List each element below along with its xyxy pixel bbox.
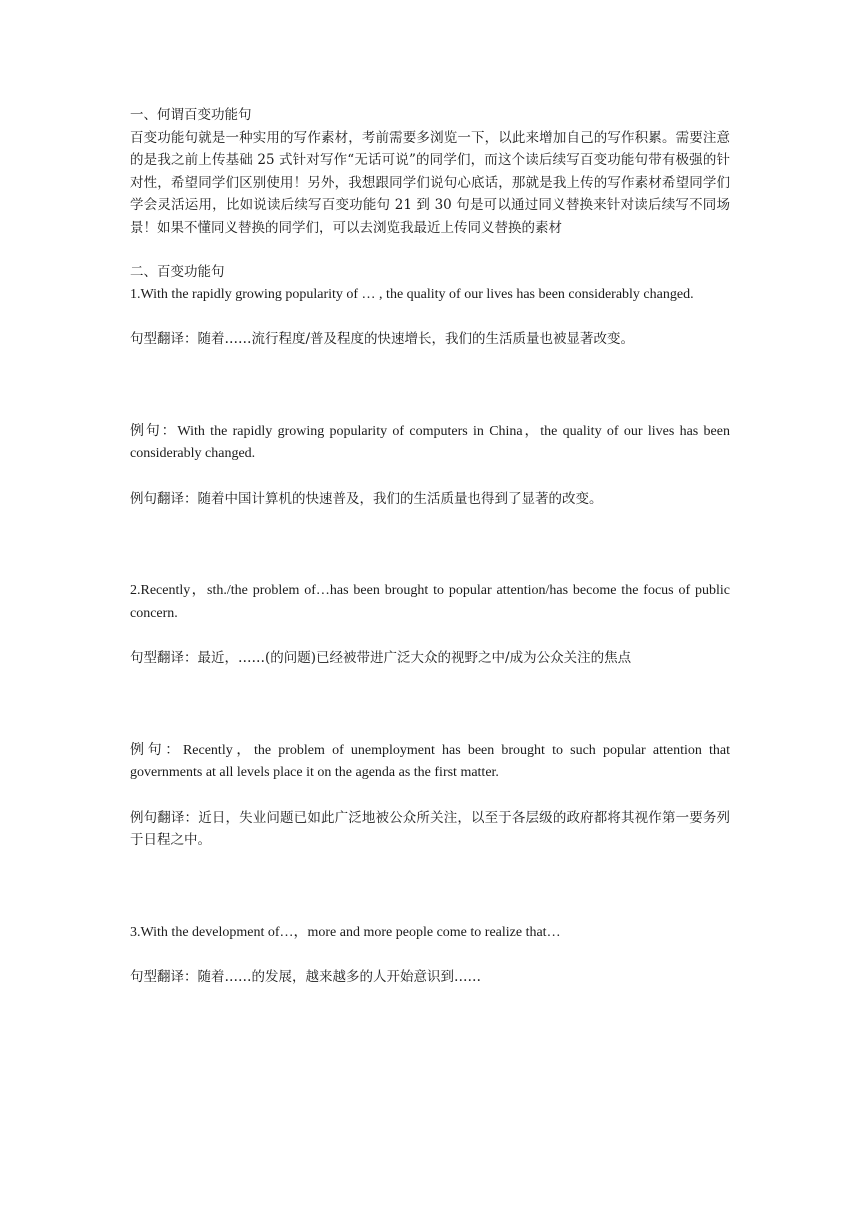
item3-pattern: 3.With the development of…，more and more people come to realize that… <box>130 924 561 940</box>
item2-example: 例句：Recently，the problem of unemployment has been brought to such popular attention that governments at all levels place it on the agenda as the first matter. <box>130 742 730 780</box>
item3-pattern-translation: 句型翻译：随着……的发展，越来越多的人开始意识到…… <box>130 969 481 985</box>
item2-pattern-translation: 句型翻译：最近，……(的问题)已经被带进广泛大众的视野之中/成为公众关注的焦点 <box>130 650 632 666</box>
item1-example: 例句：With the rapidly growing popularity of computers in China，the quality of our lives has been considerably changed. <box>130 423 730 461</box>
section1-paragraph: 百变功能句就是一种实用的写作素材，考前需要多浏览一下，以此来增加自己的写作积累。需要注意的是我之前上传基础 25 式针对写作“无话可说”的同学们，而这个读后续写百变功能句带有极强的针对性，希望同学们区别使用！另外，我想跟同学们说句心底话，那就是我上传的写作素材希望同学们学会灵活运用，比如说读后续写百变功能句 21 到 30 句是可以通过同义替换来针对读后续写不同场景！如果不懂同义替换的同学们，可以去浏览我最近上传同义替换的素材 <box>130 129 730 236</box>
document-page <box>130 104 730 989</box>
item2-pattern: 2.Recently，sth./the problem of…has been brought to popular attention/has become the focus of public concern. <box>130 583 730 621</box>
item2-example-translation: 例句翻译：近日，失业问题已如此广泛地被公众所关注，以至于各层级的政府都将其视作第一要务列于日程之中。 <box>130 809 730 848</box>
item1-pattern: 1.With the rapidly growing popularity of … , the quality of our lives has been considerably changed. <box>130 286 694 302</box>
item1-example-translation: 例句翻译：随着中国计算机的快速普及，我们的生活质量也得到了显著的改变。 <box>130 490 603 507</box>
section1-heading: 一、何谓百变功能句 <box>130 107 252 123</box>
section2-heading: 二、百变功能句 <box>130 264 225 280</box>
item1-pattern-translation: 句型翻译：随着……流行程度/普及程度的快速增长，我们的生活质量也被显著改变。 <box>130 331 635 347</box>
